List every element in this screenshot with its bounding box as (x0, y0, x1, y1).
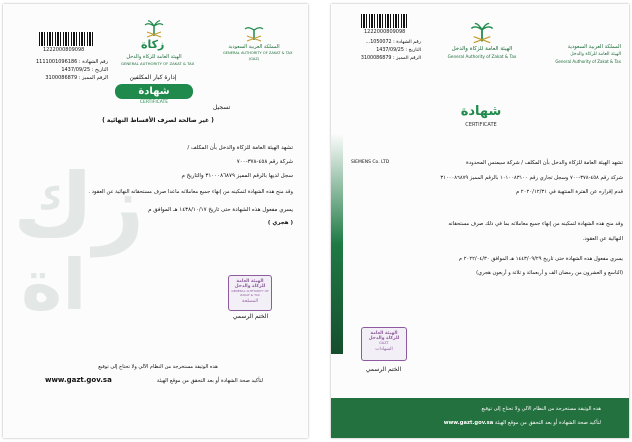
palm-swords-logo-icon (143, 18, 165, 38)
footer-note-1: هذه الوثيقة مستخرجة من النظام الآلي ولا تحتاج إلى توقيع (98, 364, 218, 370)
decorative-side-strip (331, 134, 343, 354)
palm-swords-logo-icon (469, 20, 495, 44)
center-header-english: GENERAL AUTHORITY OF ZAKAT & TAX (121, 61, 195, 66)
right-certificate-page (331, 4, 629, 438)
date-row: التاريخ : 1437/09/25 (61, 67, 108, 73)
body-line-4: وقد منح هذه الشهادة لتمكينه من إنهاء جميع معاملاته ماعدا صرف مستحقاته النهائية عن العقود . (88, 189, 293, 195)
body-line-5: يسري مفعول هذه الشهادة حتى تاريخ ١٤٣٨/١٠/١٧ هـ الموافق م (148, 207, 293, 213)
official-seal-label: الختم الرسمي (232, 313, 269, 320)
certificate-title-english: CERTIFICATE (465, 122, 497, 128)
body-line-4: وقد منح هذه الشهادة لتمكينه من إنهاء جميع معاملاته بما في ذلك صرف مستحقاته (448, 221, 623, 227)
body-line-6: ( هجري ) (267, 220, 293, 226)
ref-row: رقم الشهادة : 1050072... (365, 40, 421, 45)
footer-note-2: لتأكيد صحة الشهادة أو بعد التحقق من موقع الهيئة www.gazt.gov.sa (443, 420, 601, 426)
taxpayer-row: الرقم المميز : 3100086879 (45, 75, 108, 81)
palm-swords-emblem-icon (243, 22, 265, 42)
right-header-english: GENERAL AUTHORITY OF ZAKAT & TAX (223, 51, 293, 55)
certificate-title: شهادة (460, 104, 502, 119)
right-header-english-abbr: (GAZ) (248, 57, 260, 61)
body-line-3: قدم إقراره عن الفترة المنتهية في ٢٠٢٠/١٢/٣١ م (515, 189, 623, 195)
right-header-english: General Authority of Zakat & Tax (555, 59, 621, 64)
company-english: SIEMENS Co. LTD (351, 160, 390, 165)
right-header-arabic: المملكة العربية السعودية (567, 44, 621, 50)
center-header-arabic: الهيئة العامة للزكاة والدخل (451, 46, 513, 52)
footer-bar (331, 398, 629, 438)
body-line-3: سجل لديها بالرقم المميز ٣١٠٠٠٨٦٨٧٩ والتاريخ م (181, 173, 293, 179)
official-stamp: الهيئة العامة للزكاة والدخل GENERAL AUTHORITY OF ZAKAT & TAX المصلحة (228, 275, 272, 311)
body-line-6: يسري مفعول هذه الشهادة حتى تاريخ ١٤٤٣/٠٩/٢٩ هـ الموافق ٢٠٢٢/٠٤/٣٠ م (458, 256, 623, 262)
certificate-type: تسجيل (213, 104, 231, 111)
footer-website[interactable]: www.gazt.gov.sa (45, 376, 112, 384)
center-header-arabic: الهيئة العامة للزكاة والدخل (126, 54, 182, 60)
date-row: التاريخ : 1437/09/25 (376, 48, 421, 53)
center-header-english: General Authority of Zakat & Tax (447, 54, 517, 59)
certificate-banner: شهادة (115, 84, 193, 99)
footer-website[interactable]: www.gazt.gov.sa (443, 420, 494, 426)
certificate-banner-english: CERTIFICATE (139, 100, 169, 105)
footer-note-1: هذه الوثيقة مستخرجة من النظام الآلي ولا تحتاج إلى توقيع (481, 406, 601, 412)
body-line-2: شركة رقم ٤٥٨-٣٧٨-٧٠٠ وسجل تجاري رقم ١٠١٠٠٨٣١٠٠ بالرقم المميز ٣١٠٠٠٨٦٨٧٩ (440, 175, 623, 181)
zakat-logo-wordmark: زكاة (141, 38, 165, 51)
body-line-7: (التاسع و العشرون من رمضان الف و أربعمائة و ثلاثة و أربعون هجري) (476, 270, 623, 276)
official-stamp: الهيئة العامة للزكاة والدخل GAZT الشهادات (361, 327, 407, 361)
watermark-large-letters-2: اة (21, 244, 87, 326)
barcode-number: 1222000809098 (43, 47, 85, 53)
body-line-5: النهائية عن العقود. (582, 236, 623, 242)
body-line-2: شركة رقم ٤٥٨-٣٧٨-٧٠٠ (236, 159, 293, 165)
watermark-large-letters: زك (13, 154, 145, 257)
body-line-1: تشهد الهيئة العامة للزكاة والدخل بأن المكلف / شركة سيمنس المحدودة (466, 160, 623, 166)
left-certificate-page (3, 4, 308, 438)
barcode (39, 32, 95, 46)
taxpayer-row: الرقم المميز : 3100086879 (360, 56, 421, 61)
validity-note: ( غير صالحة لصرف الأقساط النهائية ) (102, 117, 214, 124)
official-seal-label: الختم الرسمي (365, 366, 402, 373)
body-line-1: تشهد الهيئة العامة للزكاة والدخل بأن المكلف / (187, 145, 293, 151)
office-label: إدارة كبار المكلفين (129, 74, 177, 81)
right-header-arabic: المملكة العربية السعودية (228, 44, 280, 50)
ref-number-row: رقم الشهادة : 1111001096186 (35, 59, 108, 65)
barcode (361, 14, 409, 28)
barcode-number: 1222000809098 (364, 29, 406, 35)
right-header-arabic-2: الهيئة العامة للزكاة والدخل (570, 52, 621, 57)
footer-note-2: لتأكيد صحة الشهادة أو بعد التحقق من موقع الهيئة (156, 378, 263, 384)
